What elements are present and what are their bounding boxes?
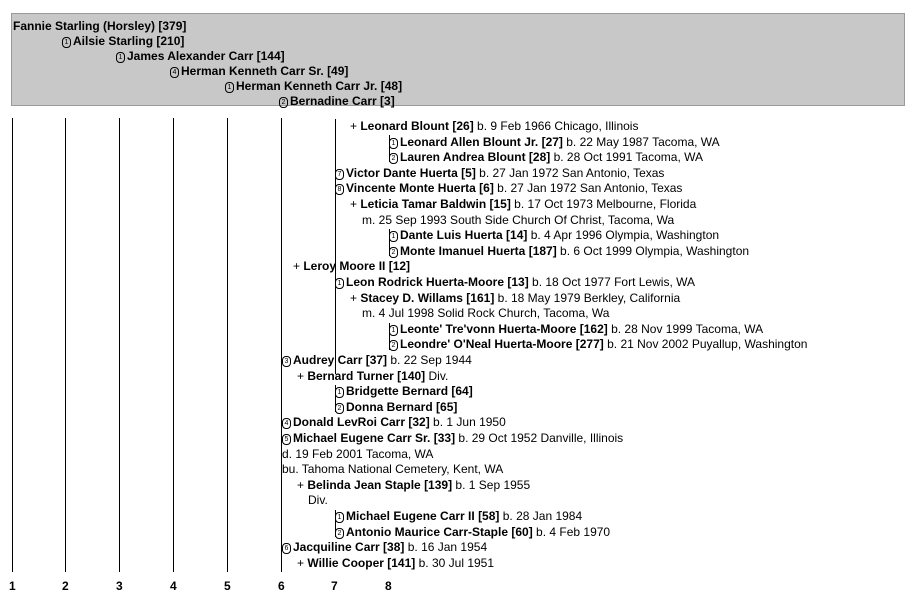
generation-number-icon: 6 bbox=[282, 543, 291, 554]
person-details: b. 28 Oct 1991 Tacoma, WA bbox=[550, 150, 703, 165]
descendant-row bbox=[282, 431, 623, 445]
descendant-row bbox=[335, 509, 582, 523]
person-id: [28] bbox=[528, 150, 551, 165]
descendant-row bbox=[335, 181, 682, 195]
person-id: [161] bbox=[466, 290, 495, 305]
generation-number-icon: 2 bbox=[389, 153, 398, 164]
person-id: [26] bbox=[452, 119, 474, 133]
header-ancestor-row bbox=[279, 94, 395, 108]
spouse-marker: + bbox=[297, 555, 308, 570]
person-name[interactable]: Audrey Carr bbox=[293, 353, 363, 367]
person-details: b. 18 Oct 1977 Fort Lewis, WA bbox=[528, 275, 695, 289]
person-details: b. 4 Apr 1996 Olympia, Washington bbox=[527, 228, 720, 243]
person-details: b. 1 Sep 1955 bbox=[452, 477, 531, 492]
person-details: b. 29 Oct 1952 Danville, Illinois bbox=[455, 431, 624, 445]
spouse-marker: + bbox=[293, 259, 304, 274]
person-id: [60] bbox=[511, 524, 533, 539]
descendant-row bbox=[282, 447, 433, 461]
person-details: b. 28 Nov 1999 Tacoma, WA bbox=[607, 321, 764, 336]
descendant-row bbox=[362, 213, 674, 227]
descendant-row bbox=[389, 150, 703, 164]
person-details: Div. bbox=[425, 368, 449, 383]
person-name[interactable]: Leticia Tamar Baldwin bbox=[360, 197, 487, 211]
person-name[interactable]: James Alexander Carr bbox=[127, 49, 254, 63]
descendant-row bbox=[282, 353, 472, 367]
person-name[interactable]: Bernadine Carr bbox=[290, 94, 377, 108]
person-name[interactable]: Antonio Maurice Carr-Staple bbox=[346, 524, 509, 539]
person-details: Div. bbox=[308, 493, 328, 508]
generation-number-icon: 1 bbox=[335, 278, 344, 289]
generation-number-icon: 2 bbox=[389, 340, 398, 351]
descendant-row bbox=[282, 415, 506, 429]
person-name[interactable]: Leonte' Tre'vonn Huerta-Moore bbox=[400, 321, 577, 336]
generation-guide-line bbox=[227, 118, 228, 572]
person-id: [64] bbox=[451, 384, 473, 399]
generation-level-label: 8 bbox=[385, 579, 392, 593]
generation-level-label: 6 bbox=[278, 579, 285, 593]
generation-level-label: 2 bbox=[62, 579, 69, 593]
person-details: b. 18 May 1979 Berkley, California bbox=[494, 290, 681, 305]
spouse-marker: + bbox=[350, 119, 361, 133]
generation-level-label: 1 bbox=[9, 579, 16, 593]
header-ancestor-row bbox=[62, 34, 184, 48]
person-details: b. 17 Oct 1973 Melbourne, Florida bbox=[510, 197, 697, 211]
generation-number-icon: 1 bbox=[335, 387, 344, 398]
generation-level-label: 5 bbox=[224, 579, 231, 593]
generation-number-icon: 1 bbox=[62, 37, 71, 48]
generation-number-icon: 1 bbox=[389, 231, 398, 242]
generation-guide-line bbox=[119, 118, 120, 572]
person-id: [187] bbox=[528, 243, 557, 258]
descendant-row bbox=[308, 493, 328, 507]
descendant-row bbox=[297, 556, 494, 570]
person-id: [277] bbox=[575, 337, 604, 352]
descendant-row bbox=[362, 306, 609, 320]
person-details: b. 30 Jul 1951 bbox=[415, 555, 495, 570]
person-name[interactable]: Michael Eugene Carr Sr. bbox=[293, 431, 431, 445]
generation-number-icon: 5 bbox=[282, 434, 291, 445]
person-name[interactable]: Monte Imanuel Huerta bbox=[400, 243, 526, 258]
generation-number-icon: 7 bbox=[335, 169, 344, 180]
person-details: b. 27 Jan 1972 San Antonio, Texas bbox=[475, 165, 665, 180]
descendant-row bbox=[350, 197, 696, 211]
generation-number-icon: 8 bbox=[335, 184, 344, 195]
person-details: m. 4 Jul 1998 Solid Rock Church, Tacoma, Wa bbox=[362, 306, 610, 321]
generation-number-icon: 1 bbox=[389, 138, 398, 149]
descendant-row bbox=[335, 166, 664, 180]
person-id: [32] bbox=[408, 415, 430, 430]
person-name[interactable]: Stacey D. Willams bbox=[360, 290, 463, 305]
descendant-row bbox=[297, 369, 448, 383]
person-id: [140] bbox=[397, 368, 426, 383]
person-name[interactable]: Lauren Andrea Blount bbox=[400, 150, 526, 165]
descendant-connector-line bbox=[335, 119, 336, 374]
person-details: b. 16 Jan 1954 bbox=[404, 540, 488, 555]
person-id: [14] bbox=[506, 228, 528, 243]
person-name[interactable]: Donna Bernard bbox=[346, 399, 433, 414]
header-ancestor-row bbox=[116, 49, 285, 63]
person-id: [49] bbox=[327, 64, 349, 78]
person-id: [141] bbox=[387, 555, 416, 570]
person-details: b. 1 Jun 1950 bbox=[429, 415, 506, 430]
person-name[interactable]: Leonard Blount bbox=[360, 119, 450, 133]
generation-level-label: 4 bbox=[170, 579, 177, 593]
person-details: b. 21 Nov 2002 Puyallup, Washington bbox=[603, 337, 808, 352]
descendant-row bbox=[335, 384, 473, 398]
person-id: [3] bbox=[380, 94, 395, 108]
generation-number-icon: 2 bbox=[335, 403, 344, 414]
generation-number-icon: 4 bbox=[170, 67, 179, 78]
generation-guide-line bbox=[173, 118, 174, 572]
person-id: [58] bbox=[478, 509, 500, 523]
person-id: [33] bbox=[433, 431, 456, 445]
person-id: [379] bbox=[158, 19, 187, 33]
generation-number-icon: 1 bbox=[389, 325, 398, 336]
person-name[interactable]: Victor Dante Huerta bbox=[346, 165, 458, 180]
person-name[interactable]: Willie Cooper bbox=[307, 555, 384, 570]
person-id: [27] bbox=[541, 134, 563, 149]
person-name[interactable]: Jacquiline Carr bbox=[293, 540, 380, 555]
descendant-row bbox=[389, 322, 763, 336]
person-details: b. 28 Jan 1984 bbox=[499, 509, 583, 523]
generation-number-icon: 2 bbox=[389, 247, 398, 258]
descendant-row bbox=[389, 228, 719, 242]
person-details: b. 6 Oct 1999 Olympia, Washington bbox=[556, 243, 750, 258]
person-details: b. 9 Feb 1966 Chicago, Illinois bbox=[473, 119, 639, 133]
person-name[interactable]: Fannie Starling (Horsley) bbox=[13, 19, 156, 33]
generation-number-icon: 3 bbox=[282, 356, 291, 367]
descendant-row bbox=[389, 337, 807, 351]
descendant-row bbox=[282, 540, 487, 554]
spouse-marker: + bbox=[350, 290, 361, 305]
person-details: d. 19 Feb 2001 Tacoma, WA bbox=[282, 446, 434, 461]
person-name[interactable]: Leonard Allen Blount Jr. bbox=[400, 134, 539, 149]
person-name[interactable]: Bernard Turner bbox=[307, 368, 394, 383]
generation-level-label: 3 bbox=[116, 579, 123, 593]
descendant-row bbox=[282, 462, 503, 476]
person-id: [139] bbox=[424, 477, 453, 492]
spouse-marker: + bbox=[350, 197, 361, 211]
person-id: [12] bbox=[388, 259, 411, 274]
descendant-row bbox=[389, 135, 720, 149]
descendant-row bbox=[293, 259, 410, 273]
spouse-marker: + bbox=[297, 477, 308, 492]
generation-guide-line bbox=[12, 118, 13, 572]
header-ancestor-row bbox=[225, 79, 402, 93]
generation-guide-line bbox=[281, 118, 282, 572]
person-id: [65] bbox=[436, 399, 458, 414]
generation-number-icon: 1 bbox=[116, 52, 125, 63]
person-id: [144] bbox=[256, 49, 285, 63]
header-ancestor-row bbox=[13, 19, 186, 33]
descendant-row bbox=[297, 478, 530, 492]
person-id: [37] bbox=[365, 353, 388, 367]
person-name[interactable]: Ailsie Starling bbox=[73, 34, 154, 48]
descendant-row bbox=[335, 275, 695, 289]
person-details: bu. Tahoma National Cemetery, Kent, WA bbox=[282, 462, 504, 477]
person-name[interactable]: Vincente Monte Huerta bbox=[346, 181, 476, 196]
generation-number-icon: 4 bbox=[282, 418, 291, 429]
person-id: [15] bbox=[489, 197, 511, 211]
person-id: [162] bbox=[579, 321, 608, 336]
generation-number-icon: 1 bbox=[225, 82, 234, 93]
person-details: b. 4 Feb 1970 bbox=[532, 524, 611, 539]
descendant-row bbox=[335, 400, 457, 414]
descendant-row bbox=[350, 291, 680, 305]
header-ancestor-row bbox=[170, 64, 348, 78]
person-details: m. 25 Sep 1993 South Side Church Of Christ, Tacoma, Wa bbox=[362, 212, 675, 227]
generation-number-icon: 1 bbox=[335, 512, 344, 523]
person-name[interactable]: Herman Kenneth Carr Jr. bbox=[236, 79, 378, 93]
person-details: b. 27 Jan 1972 San Antonio, Texas bbox=[493, 181, 683, 196]
person-name[interactable]: Belinda Jean Staple bbox=[307, 477, 421, 492]
generation-guide-line bbox=[65, 118, 66, 572]
descendant-row bbox=[335, 525, 610, 539]
person-name[interactable]: Leon Rodrick Huerta-Moore bbox=[346, 275, 505, 289]
generation-number-icon: 2 bbox=[335, 528, 344, 539]
generation-number-icon: 2 bbox=[279, 97, 288, 108]
person-name[interactable]: Michael Eugene Carr II bbox=[346, 509, 475, 523]
person-id: [48] bbox=[380, 79, 403, 93]
person-name[interactable]: Bridgette Bernard bbox=[346, 384, 449, 399]
descendant-row bbox=[389, 244, 749, 258]
person-id: [38] bbox=[383, 540, 405, 555]
descendant-row bbox=[350, 119, 638, 133]
person-details: b. 22 May 1987 Tacoma, WA bbox=[562, 134, 720, 149]
person-id: [6] bbox=[479, 181, 494, 196]
person-name[interactable]: Donald LevRoi Carr bbox=[293, 415, 406, 430]
person-name[interactable]: Herman Kenneth Carr Sr. bbox=[181, 64, 324, 78]
person-name[interactable]: Leondre' O'Neal Huerta-Moore bbox=[400, 337, 573, 352]
person-id: [5] bbox=[461, 165, 476, 180]
generation-level-label: 7 bbox=[331, 579, 338, 593]
spouse-marker: + bbox=[297, 368, 308, 383]
person-id: [210] bbox=[156, 34, 185, 48]
person-details: b. 22 Sep 1944 bbox=[387, 353, 472, 367]
person-name[interactable]: Leroy Moore II bbox=[303, 259, 386, 274]
person-id: [13] bbox=[507, 275, 529, 289]
person-name[interactable]: Dante Luis Huerta bbox=[400, 228, 503, 243]
